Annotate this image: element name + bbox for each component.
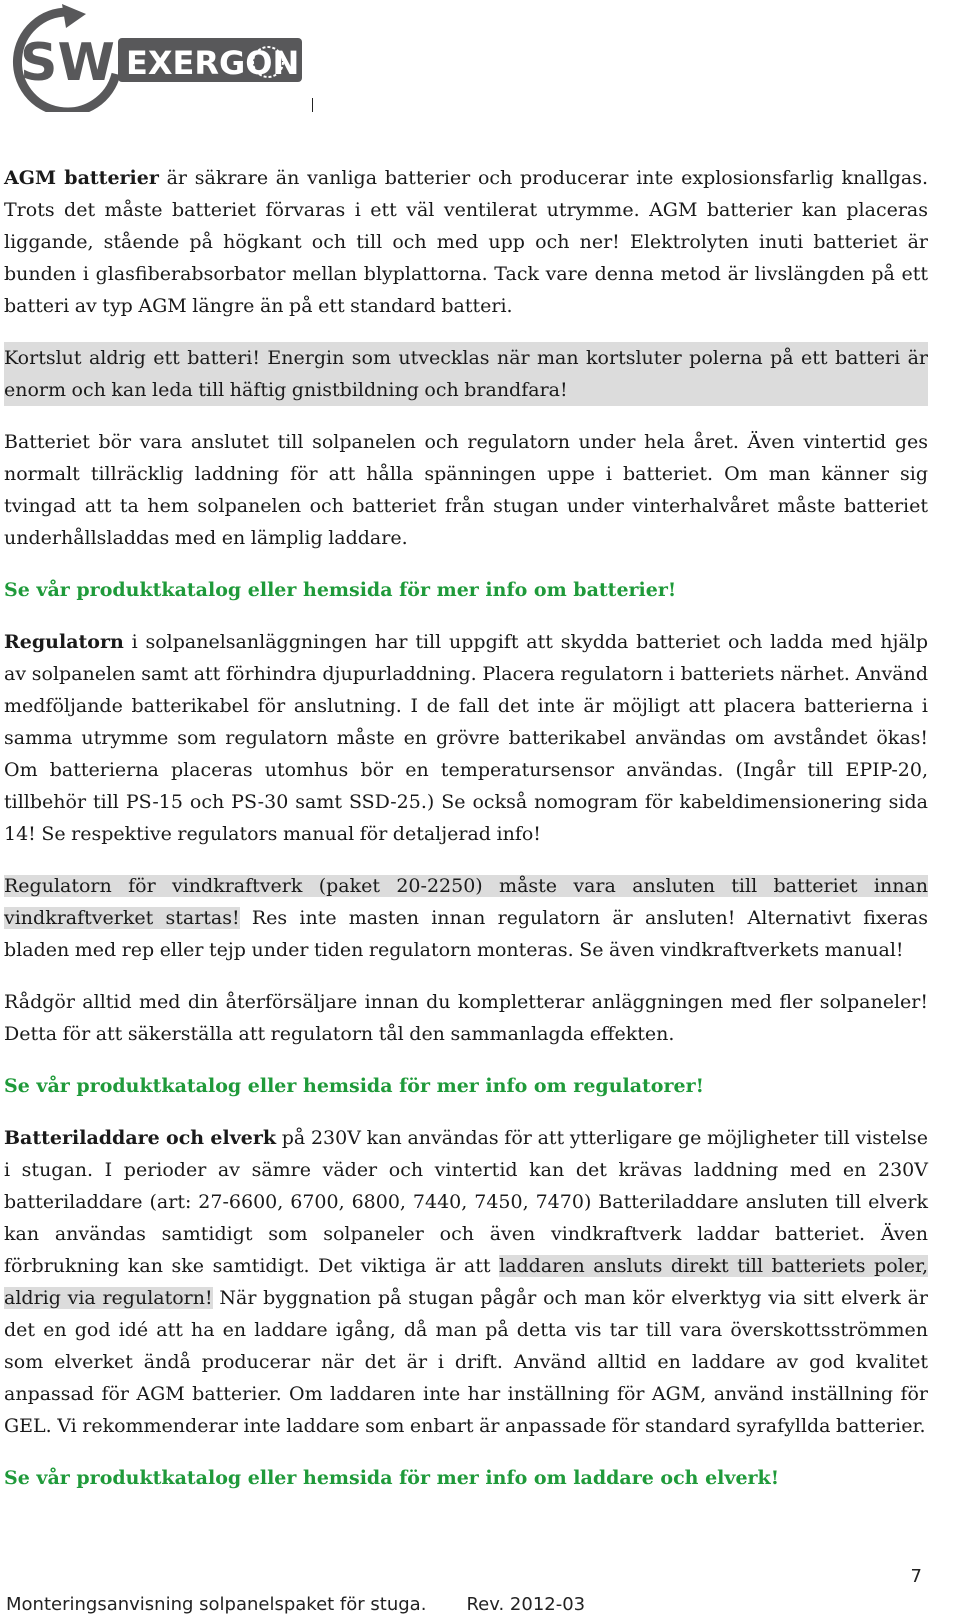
paragraph-reseller-advice: Rådgör alltid med din återförsäljare innan du kompletterar anläggningen med fler solpaneler! Detta för att säkerställa att regulatorn tål den sammanlagda effekten. <box>4 991 928 1045</box>
company-logo <box>6 4 306 112</box>
catalog-link-chargers[interactable]: Se vår produktkatalog eller hemsida för mer info om laddare och elverk! <box>4 1467 780 1489</box>
agm-batteries-heading: AGM batterier <box>4 167 159 189</box>
catalog-link-regulators[interactable]: Se vår produktkatalog eller hemsida för mer info om regulatorer! <box>4 1075 704 1097</box>
agm-batteries-text: är säkrare än vanliga batterier och producerar inte explosionsfarlig knallgas. Trots det måste batteriet förvaras i ett väl ventilerat utrymme. AGM batterier kan placeras liggande, stående på högkant och till och med upp och ner! Elektrolyten inuti batteriet är bunden i glasfiberabsorbator mellan blyplattorna. Tack vare denna metod är livslängden på ett batteri av typ AGM längre än på ett standard batteri. <box>4 167 928 317</box>
paragraph-short-circuit-warning: Kortslut aldrig ett batteri! Energin som utvecklas när man kortsluter polerna på ett batteri är enorm och kan leda till häftig gnistbildning och brandfara! <box>4 342 928 406</box>
footer-title: Monteringsanvisning solpanelspaket för stuga. <box>6 1594 427 1615</box>
paragraph-charger <box>4 1122 928 1442</box>
charger-heading: Batteriladdare och elverk <box>4 1127 277 1149</box>
wind-regulator-text: Res inte masten innan regulatorn är ansluten! Alternativt fixeras bladen med rep eller tejp under tiden regulatorn monteras. Se även vindkraftverkets manual! <box>4 907 928 961</box>
catalog-link-batteries[interactable]: Se vår produktkatalog eller hemsida för mer info om batterier! <box>4 579 677 601</box>
paragraph-battery-connection: Batteriet bör vara anslutet till solpanelen och regulatorn under hela året. Även vintertid ges normalt tillräcklig laddning för att hålla spänningen uppe i batteriet. Om man känner sig tvingad att ta hem solpanelen och batteriet från stugan under vinterhalvåret måste batteriet underhållsladdas med en lämplig laddare. <box>4 431 928 549</box>
svg-text:SW: SW <box>20 33 115 93</box>
paragraph-regulator <box>4 626 928 850</box>
exergon-logo-graphic <box>6 4 306 112</box>
charger-text-a: på 230V kan användas för att ytterligare ge möjligheter till vistelse i stugan. I perioder av sämre väder och vintertid kan det krävas laddning med en 230V batteriladdare (art: 27-6600, 6700, 6800, 7440, 7450, 7470) Batteriladdare ansluten till elverk kan användas samtidigt som solpaneler och även vindkraftverk laddar batteriet. Även förbrukning kan ske samtidigt. Det viktiga är att <box>4 1127 928 1277</box>
page-number: 7 <box>910 1566 922 1587</box>
paragraph-agm-batteries <box>4 162 928 322</box>
regulator-heading: Regulatorn <box>4 631 124 653</box>
charger-text-b: När byggnation på stugan pågår och man kör elverktyg via sitt elverk är det en god idé att ha en laddare igång, då man på detta vis tar till vara överskottsströmmen som elverket ändå producerar när det är i drift. Använd alltid en laddare av god kvalitet anpassad för AGM batterier. Om laddaren inte har inställning för AGM, använd inställning för GEL. Vi rekommenderar inte laddare som enbart är anpassade för standard syrafyllda batterier. <box>4 1287 929 1437</box>
regulator-text: i solpanelsanläggningen har till uppgift att skydda batteriet och ladda med hjälp av solpanelen samt att förhindra djupurladdning. Placera regulatorn i batteriets närhet. Använd medföljande batterikabel för anslutning. I de fall det inte är möjligt att placera batterierna i samma utrymme som regulatorn måste en grövre batterikabel användas om avståndet ökas! Om batterierna placeras utomhus bör en temperatursensor användas. (Ingår till EPIP-20, tillbehör till PS-15 och PS-30 samt SSD-25.) Se också nomogram för kabeldimensionering sida 14! Se respektive regulators manual för detaljerad info! <box>4 631 928 845</box>
logo-tick-mark <box>312 98 313 112</box>
wind-regulator-warning: Regulatorn för vindkraftverk (paket 20-2250) måste vara ansluten till batteriet innan vindkraftverket startas! <box>4 875 928 929</box>
charger-connection-warning: laddaren ansluts direkt till batteriets poler, aldrig via regulatorn! <box>4 1255 928 1309</box>
svg-text:EXERGON: EXERGON <box>126 44 300 82</box>
paragraph-wind-regulator <box>4 870 928 966</box>
footer-revision: Rev. 2012-03 <box>466 1594 586 1615</box>
page-footer <box>6 1594 585 1615</box>
document-body <box>4 162 928 1514</box>
